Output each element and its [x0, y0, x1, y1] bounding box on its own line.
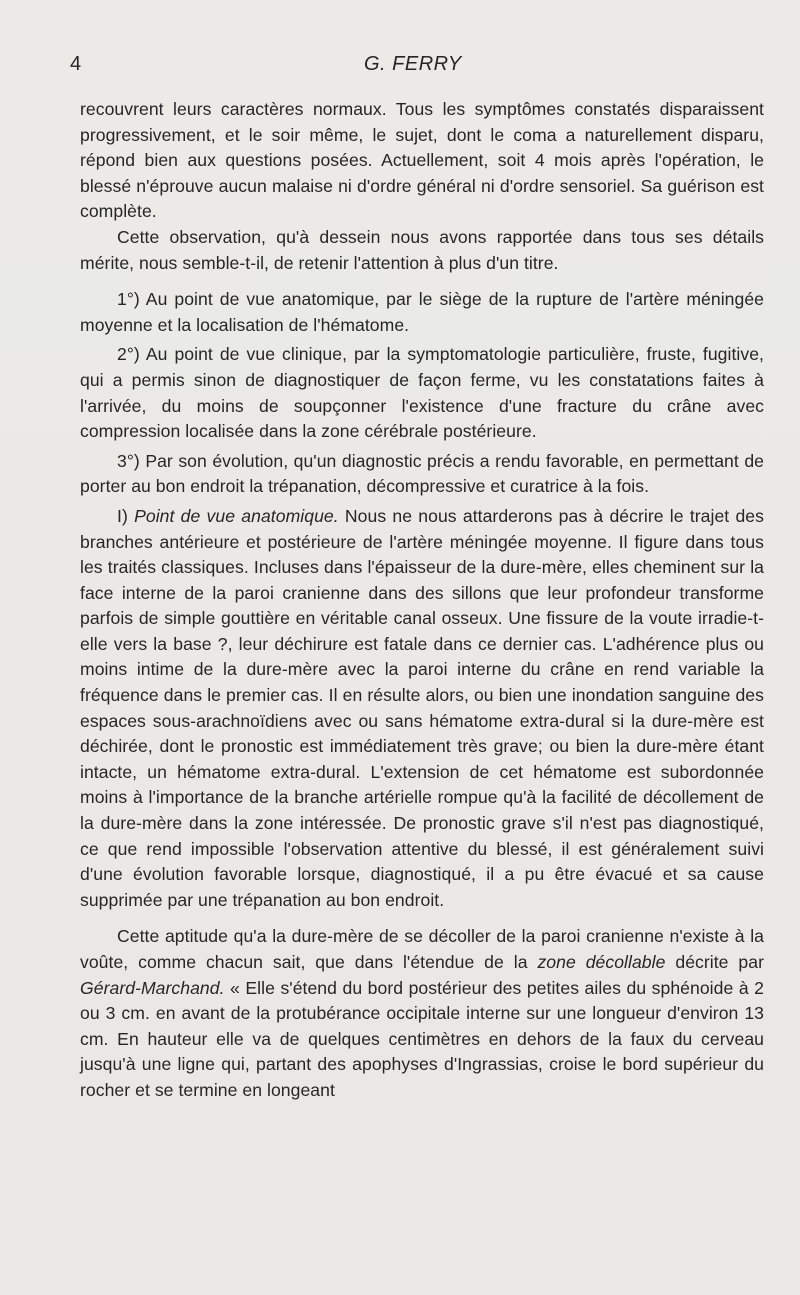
page-number: 4: [70, 53, 82, 75]
paragraph-3: 1°) Au point de vue anatomique, par le siège de la rupture de l'artère méningée moyenne et la localisation de l'hématome.: [80, 289, 764, 335]
paragraph-1: recouvrent leurs caractères normaux. Tous les symptômes constatés disparaissent progressivement, et le soir même, le sujet, dont le coma a naturellement disparu, répond bien aux questions posées. Actuellement, soit 4 mois après l'opération, le blessé n'éprouve aucun malaise ni d'ordre général ni d'ordre sensoriel. Sa guérison est complète.: [80, 99, 764, 222]
paragraph-5: 3°) Par son évolution, qu'un diagnostic précis a rendu favorable, en permettant de porter au bon endroit la trépanation, décompressive et curatrice à la fois.: [80, 450, 764, 497]
section-number: I): [117, 505, 135, 526]
text-run: « Elle s'étend du bord postérieur des petites ailes du sphénoide à 2 ou 3 cm. en avant de la protubérance occipitale interne sur une longueur d'environ 13 cm. En hauteur elle va de quelques centimètres en dehors de la faux du cerveau jusqu'à une ligne qui, partant des apophyses d'Ingrassias, croise le bord supérieur du rocher et se termine en longeant: [80, 977, 764, 1100]
body-text: [80, 97, 764, 1104]
text-run: décrite par: [665, 952, 764, 972]
paragraph-4: 2°) Au point de vue clinique, par la symptomatologie particulière, fruste, fugitive, qui a permis sinon de diagnostiquer de façon ferme, vu les constatations faites à l'arrivée, du moins de soupçonner l'existence d'une fracture du crâne avec compression localisée dans la zone cérébrale postérieure.: [80, 344, 764, 442]
paragraph-2: Cette observation, qu'à dessein nous avons rapportée dans tous ses détails mérite, nous semble-t-il, de retenir l'attention à plus d'un titre.: [80, 226, 764, 273]
section-heading: Point de vue anatomique.: [134, 505, 339, 526]
text-run: Cette aptitude qu'a la dure-mère de se décoller de la paroi cranienne n'existe à la voûte, comme chacun sait, que dans l'étendue de la: [80, 926, 764, 972]
emphasis-term: zone décollable: [537, 952, 666, 972]
section-body: Nous ne nous attarderons pas à décrire le trajet des branches antérieure et postérieure de l'artère méningée moyenne. Il figure dans tous les traités classiques. Incluses dans l'épaisseur de la dure-mère, elles cheminent sur la face interne de la paroi cranienne dans des sillons que leur profondeur transforme parfois de simple gouttière en véritable canal osseux. Une fissure de la voute irradie-t-elle vers la base ?, leur déchirure est fatale dans ce dernier cas. L'adhérence plus ou moins intime de la dure-mère avec la paroi interne du crâne en rend variable la fréquence dans le premier cas. Il en résulte alors, ou bien une inondation sanguine des espaces sous-arachnoïdiens avec ou sans hématome extra-dural si la dure-mère est déchirée, dont le pronostic est immédiatement très grave; ou bien la dure-mère étant intacte, un hématome extra-dural. L'extension de cet hématome est subordonnée moins à l'importance de la branche artérielle rompue qu'à la facilité de décollement de la dure-mère dans la zone intéressée. De pronostic grave s'il n'est pas diagnostiqué, ce que rend impossible l'observation attentive du blessé, il est généralement suivi d'une évolution favorable lorsque, diagnostiqué, il a pu être évacué et sa cause supprimée par une trépanation au bon endroit.: [80, 505, 764, 910]
paragraph-7: [80, 924, 764, 1103]
emphasis-author: Gérard-Marchand.: [80, 977, 225, 998]
running-title: G. FERRY: [364, 53, 462, 75]
running-header: [0, 52, 800, 76]
paragraph-6: [80, 504, 764, 914]
